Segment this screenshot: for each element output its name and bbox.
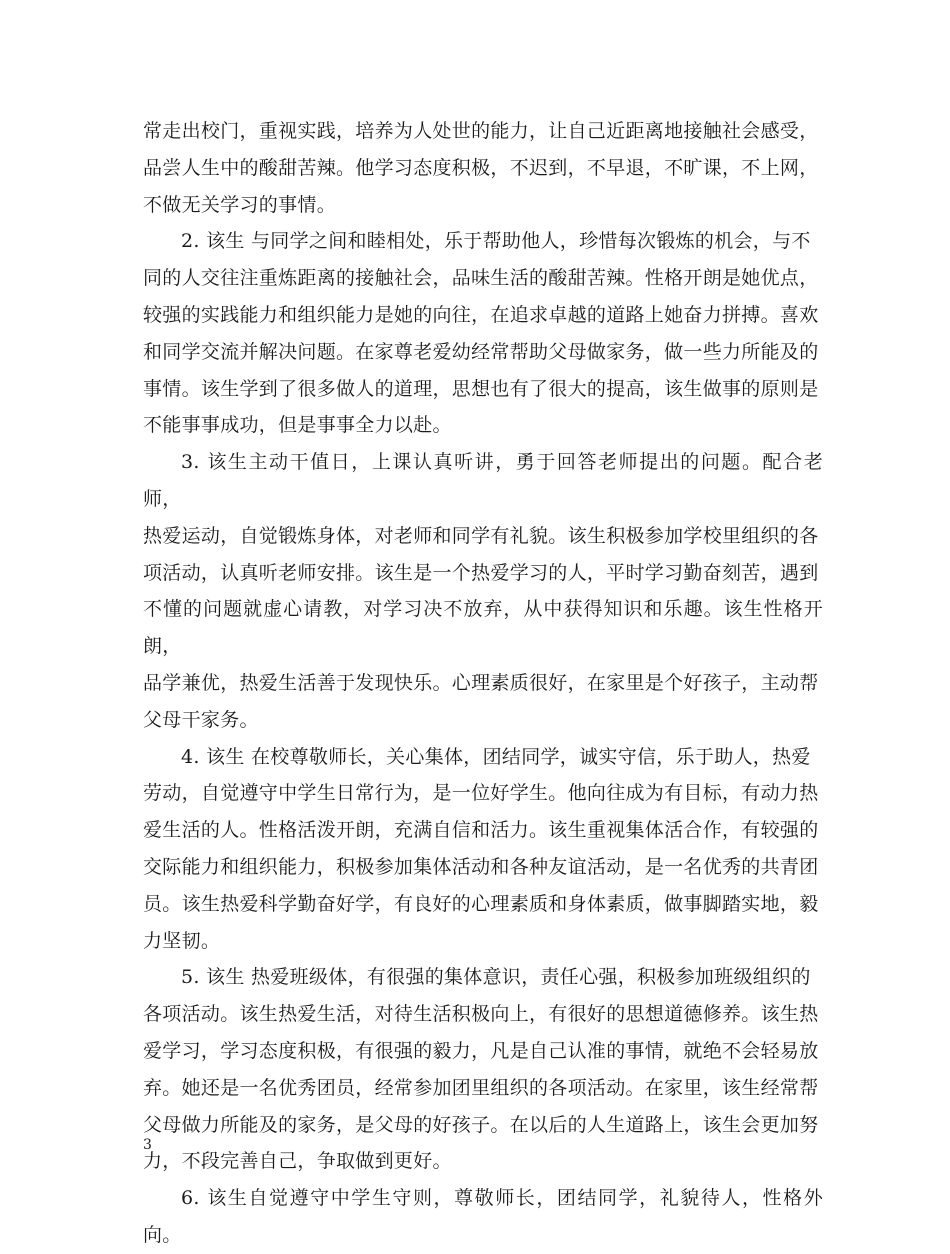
text-line: 项活动，认真听老师安排。该生是一个热爱学习的人，平时学习勤奋刻苦，遇到 <box>143 561 819 584</box>
text-line: 6. 该生自觉遵守中学生守则，尊敬师长，团结同学，礼貌待人，性格外向。 <box>143 1187 823 1246</box>
paragraph-continuation <box>143 113 823 223</box>
text-line: 各项活动。该生热爱生活，对待生活积极向上，有很好的思想道德修养。该生热 <box>143 1003 819 1026</box>
paragraph-item-6 <box>143 1180 823 1254</box>
page-number: 3 <box>143 1137 152 1153</box>
text-line: 热爱运动，自觉锻炼身体，对老师和同学有礼貌。该生积极参加学校里组织的各 <box>143 524 819 547</box>
text-line: 3. 该生主动干值日，上课认真听讲，勇于回答老师提出的问题。配合老师， <box>143 451 823 510</box>
text-line: 力，不段完善自己，争取做到更好。 <box>143 1150 452 1173</box>
body-text <box>143 113 823 1254</box>
paragraph-item-4 <box>143 739 823 960</box>
text-line: 不能事事成功，但是事事全力以赴。 <box>143 414 452 437</box>
paragraph-item-3 <box>143 444 823 738</box>
text-line: 不做无关学习的事情。 <box>143 193 337 216</box>
text-line: 员。该生热爱科学勤奋好学，有良好的心理素质和身体素质，做事脚踏实地，毅 <box>143 892 819 915</box>
text-line: 品尝人生中的酸甜苦辣。他学习态度积极，不迟到，不早退，不旷课，不上网， <box>143 156 819 179</box>
text-line: 父母干家务。 <box>143 708 259 731</box>
text-line: 同的人交往注重炼距离的接触社会，品味生活的酸甜苦辣。性格开朗是她优点， <box>143 267 819 290</box>
text-line: 和同学交流并解决问题。在家尊老爱幼经常帮助父母做家务，做一些力所能及的 <box>143 340 819 363</box>
text-line: 力坚韧。 <box>143 929 221 952</box>
text-line: 弃。她还是一名优秀团员，经常参加团里组织的各项活动。在家里，该生经常帮 <box>143 1076 819 1099</box>
text-line: 爱学习，学习态度积极，有很强的毅力，凡是自己认准的事情，就绝不会轻易放 <box>143 1039 819 1062</box>
paragraph-item-2 <box>143 223 823 444</box>
text-line: 劳动，自觉遵守中学生日常行为，是一位好学生。他向往成为有目标，有动力热 <box>143 782 819 805</box>
text-line: 父母做力所能及的家务，是父母的好孩子。在以后的人生道路上，该生会更加努 <box>143 1113 819 1136</box>
text-line: 常走出校门，重视实践，培养为人处世的能力，让自己近距离地接触社会感受， <box>143 120 819 142</box>
text-line: 2. 该生 与同学之间和睦相处，乐于帮助他人，珍惜每次锻炼的机会，与不 <box>181 230 811 253</box>
paragraph-item-5 <box>143 959 823 1180</box>
text-line: 较强的实践能力和组织能力是她的向往，在追求卓越的道路上她奋力拼搏。喜欢 <box>143 303 819 326</box>
text-line: 事情。该生学到了很多做人的道理，思想也有了很大的提高，该生做事的原则是 <box>143 377 819 400</box>
text-line: 5. 该生 热爱班级体，有很强的集体意识，责任心强，积极参加班级组织的 <box>181 966 811 989</box>
text-line: 4. 该生 在校尊敬师长，关心集体，团结同学，诚实守信，乐于助人，热爱 <box>181 745 811 768</box>
text-line: 品学兼优，热爱生活善于发现快乐。心理素质很好，在家里是个好孩子，主动帮 <box>143 671 819 694</box>
text-line: 爱生活的人。性格活泼开朗，充满自信和活力。该生重视集体活合作，有较强的 <box>143 819 819 842</box>
text-line: 交际能力和组织能力，积极参加集体活动和各种友谊活动，是一名优秀的共青团 <box>143 855 819 878</box>
text-line: 不懂的问题就虚心请教，对学习决不放弃，从中获得知识和乐趣。该生性格开朗， <box>143 598 823 658</box>
